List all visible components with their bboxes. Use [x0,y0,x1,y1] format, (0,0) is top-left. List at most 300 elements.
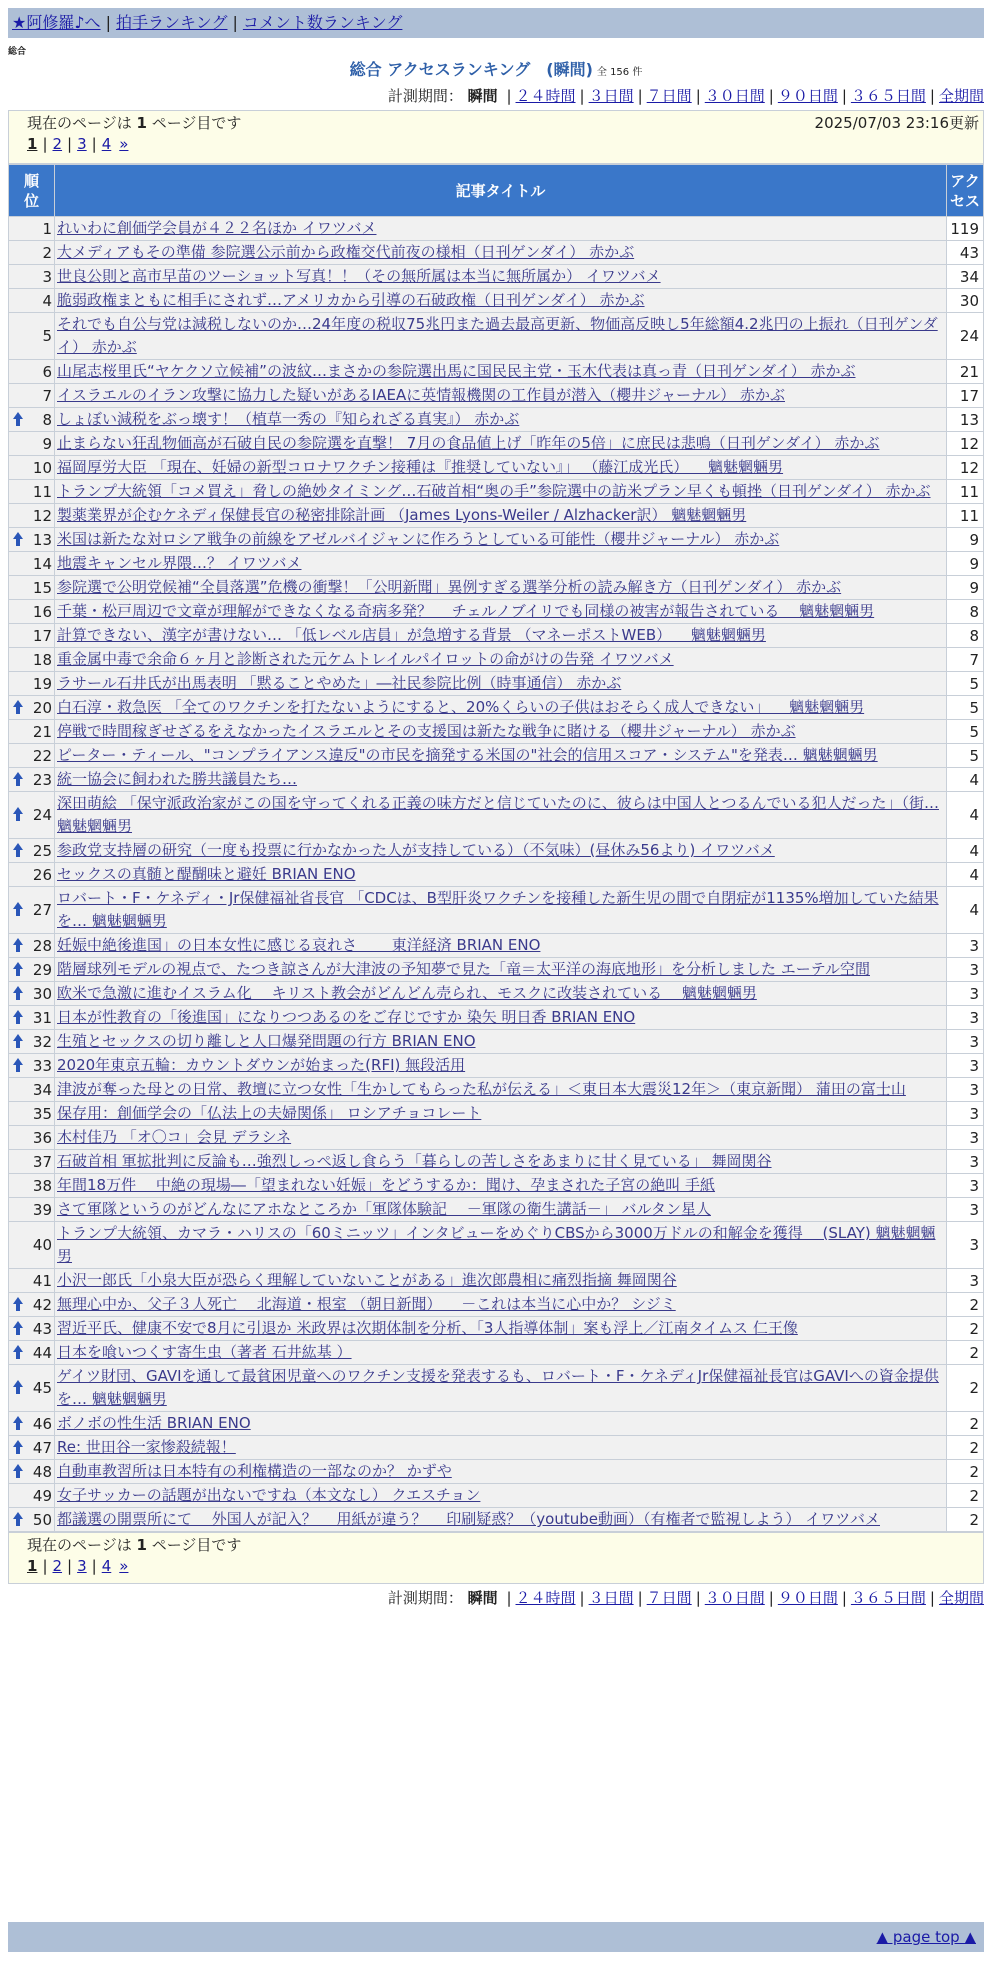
rank-up-arrow-icon [13,1464,23,1480]
rank-cell [9,1126,55,1150]
table-row [9,1174,984,1198]
rank-up-arrow-icon [13,938,23,954]
period-link[interactable]: ２４時間 [515,87,576,105]
article-title-link[interactable]: 止まらない狂乱物価高が石破自民の参院選を直撃！ 7月の食品値上げ「昨年の5倍」に庶民は悲鳴（日刊ゲンダイ） 赤かぶ [57,434,880,452]
rank-number: 41 [32,1271,52,1290]
access-count: 2 [947,1317,984,1341]
article-title-link[interactable]: 山尾志桜里氏“ヤケクソ立候補”の波紋…まさかの参院選出馬に国民民主党・玉木代表は真っ青（日刊ゲンダイ） 赤かぶ [57,362,856,380]
table-row [9,1054,984,1078]
page-top-link[interactable]: ▲ page top ▲ [876,1928,976,1946]
pager-top [8,110,984,164]
article-title-link[interactable]: 都議選の開票所にて 外国人が記入？ 用紙が違う？ 印刷疑惑？（youtube動画）（有権者で監視しよう） イワツバメ [57,1510,880,1528]
table-row [9,1508,984,1532]
rank-cell [9,1102,55,1126]
title-cell [55,1269,947,1293]
rank-cell [9,648,55,672]
period-links [502,87,984,105]
page-separator: | [67,1557,73,1575]
rank-cell [9,1054,55,1078]
rank-number: 48 [32,1462,52,1481]
access-count: 21 [947,360,984,384]
title-cell [55,217,947,241]
table-row [9,720,984,744]
col-access-header [947,165,984,217]
rank-cell [9,792,55,839]
rank-number: 42 [32,1295,52,1314]
title-cell [55,1102,947,1126]
table-row [9,480,984,504]
period-link[interactable]: ３０日間 [704,87,765,105]
rank-number: 5 [42,327,52,345]
table-row [9,982,984,1006]
table-row [9,863,984,887]
breadcrumb: 総合 [8,47,27,57]
access-count: 2 [947,1341,984,1365]
pager-status-post: ページ目です [146,114,242,132]
table-row [9,360,984,384]
table-row [9,1484,984,1508]
table-row [9,1078,984,1102]
comment-ranking-link[interactable]: コメント数ランキング [242,13,403,32]
col-title-header: 記事タイトル [55,165,947,217]
rank-cell [9,480,55,504]
article-title-link[interactable]: 無理心中か、父子３人死亡 北海道・根室 （朝日新聞） －これは本当に心中か？ シジミ [57,1295,676,1313]
period-separator: | [579,1589,585,1607]
title-cell [55,1436,947,1460]
access-count: 3 [947,1269,984,1293]
pager-current-number: 1 [136,114,147,132]
rank-up-arrow-icon [13,772,23,788]
period-link[interactable]: ７日間 [646,87,692,105]
table-row [9,576,984,600]
table-row [9,1269,984,1293]
article-title-link[interactable]: 年間18万件 中絶の現場―「望まれない妊娠」をどうするか：聞け、孕まされた子宮の絶叫 手紙 [57,1176,716,1194]
title-cell [55,1222,947,1269]
table-row [9,1460,984,1484]
pager-status [27,1535,973,1556]
access-count: 3 [947,1078,984,1102]
rank-number: 27 [32,901,52,919]
rank-number: 32 [32,1032,52,1051]
title-cell [55,1484,947,1508]
access-count: 3 [947,958,984,982]
rank-number: 33 [32,1056,52,1075]
article-title-link[interactable]: 階層球列モデルの視点で、たつき諒さんが大津波の予知夢で見た「竜＝太平洋の海底地形」を分析しました エーテル空間 [57,960,870,978]
article-title-link[interactable]: 生殖とセックスの切り離しと人口爆発問題の行方 BRIAN ENO [57,1032,476,1050]
period-separator: | [841,87,847,105]
rank-number: 25 [32,841,52,860]
rank-cell [9,241,55,265]
table-row [9,839,984,863]
access-count: 3 [947,934,984,958]
title-cell [55,289,947,313]
access-count: 5 [947,744,984,768]
article-title-link[interactable]: 深田萌絵 「保守派政治家がこの国を守ってくれる正義の味方だと信じていたのに、彼らは中国人とつるんでいる犯人だった」（街… 魑魅魍魎男 [57,794,939,835]
rank-number: 17 [32,626,52,645]
period-link[interactable]: ３０日間 [704,1589,765,1607]
article-title-link[interactable]: トランプ大統領「コメ買え」脅しの絶妙タイミング…石破首相“奥の手”参院選中の訪米プラン早くも頓挫（日刊ゲンダイ） 赤かぶ [57,482,931,500]
rank-cell [9,1198,55,1222]
access-count: 2 [947,1365,984,1412]
rank-cell [9,1436,55,1460]
rank-number: 39 [32,1200,52,1219]
rank-up-arrow-icon [13,962,23,978]
access-count: 13 [947,408,984,432]
table-row [9,600,984,624]
table-row [9,1222,984,1269]
rank-cell [9,672,55,696]
article-title-link[interactable]: それでも自公与党は減税しないのか…24年度の税収75兆円また過去最高更新、物価高反映し5年総額4.2兆円の上振れ（日刊ゲンダイ） 赤かぶ [57,315,938,356]
article-title-link[interactable]: 石破首相 軍拡批判に反論も…強烈しっぺ返し食らう「暮らしの苦しさをあまりに甘く見ている」 舞岡関谷 [57,1152,772,1170]
title-cell [55,863,947,887]
pager-status-post: ページ目です [146,1536,242,1554]
page-separator: | [67,135,73,153]
period-link[interactable]: ３日間 [588,1589,634,1607]
rank-number: 11 [32,482,52,501]
access-count: 3 [947,982,984,1006]
period-selector-bottom [284,1588,984,1608]
article-title-link[interactable]: ピーター・ティール、"コンプライアンス違反"の市民を摘発する米国の"社会的信用スコア・システム"を発表… 魑魅魍魎男 [57,746,878,764]
period-label: 計測期間： [387,1589,463,1607]
access-count: 11 [947,504,984,528]
table-row [9,217,984,241]
title-cell [55,839,947,863]
title-cell [55,958,947,982]
rank-number: 29 [32,960,52,979]
access-count: 3 [947,1222,984,1269]
period-selector-top [284,86,984,106]
article-title-link[interactable]: 参院選で公明党候補“全員落選”危機の衝撃！「公明新聞」異例すぎる選挙分析の読み解き方（日刊ゲンダイ） 赤かぶ [57,578,842,596]
rank-up-arrow-icon [13,1380,23,1396]
table-row [9,552,984,576]
nav-separator: | [232,13,238,32]
article-title-link[interactable]: 地震キャンセル界隈…？ イワツバメ [57,554,302,572]
page-separator: | [91,135,97,153]
rank-cell [9,1174,55,1198]
table-row [9,1006,984,1030]
article-title-link[interactable]: ラサール石井氏が出馬表明 「黙ることやめた」―社民参院比例（時事通信） 赤かぶ [57,674,622,692]
article-title-link[interactable]: 欧米で急激に進むイスラム化 キリスト教会がどんどん売られ、モスクに改装されている 魑魅魍魎男 [57,984,757,1002]
article-title-link[interactable]: 木村佳乃 「オ〇コ」会見 デラシネ [57,1128,292,1146]
rank-cell [9,1365,55,1412]
title-cell [55,456,947,480]
next-page-link[interactable]: » [119,1557,129,1575]
rank-number: 44 [32,1343,52,1362]
rank-number: 8 [42,410,52,429]
article-title-link[interactable]: 日本を喰いつくす寄生虫（著者 石井紘基 ） [57,1343,352,1361]
period-separator: | [768,1589,774,1607]
article-title-link[interactable]: 大メディアもその準備 参院選公示前から政権交代前夜の様相（日刊ゲンダイ） 赤かぶ [57,243,635,261]
article-title-link[interactable]: トランプ大統領、カマラ・ハリスの「60ミニッツ」インタビューをめぐりCBSから3000万ドルの和解金を獲得 (SLAY) 魑魅魍魎男 [57,1224,936,1265]
rank-up-arrow-icon [13,700,23,716]
rank-cell [9,504,55,528]
table-row [9,241,984,265]
period-link[interactable]: ３６５日間 [850,1589,926,1607]
rank-cell [9,1078,55,1102]
article-title-link[interactable]: 小沢一郎氏「小泉大臣が恐らく理解していないことがある」進次郎農相に痛烈指摘 舞岡関谷 [57,1271,677,1289]
table-row [9,1293,984,1317]
rank-number: 1 [42,219,52,238]
top-nav [8,8,984,38]
page-links [27,134,973,155]
table-row [9,1102,984,1126]
title-cell [55,982,947,1006]
table-row [9,1341,984,1365]
footer-bar [8,1922,984,1952]
col-rank-label: 順位 [23,171,39,210]
rank-up-arrow-icon [13,1345,23,1361]
access-count: 3 [947,1030,984,1054]
col-access-label: アクセス [949,171,980,210]
page-link[interactable]: 4 [101,1557,112,1575]
article-title-link[interactable]: Re: 世田谷一家惨殺続報！ [57,1438,236,1456]
article-title-link[interactable]: ゲイツ財団、GAVIを通して最貧困児童へのワクチン支援を発表するも、ロバート・F・ケネディJr保健福祉長官はGAVIへの資金提供を… 魑魅魍魎男 [57,1367,939,1408]
rank-cell [9,887,55,934]
period-link[interactable]: 全期間 [938,87,984,105]
rank-cell [9,456,55,480]
article-title-link[interactable]: しょぼい減税をぶっ壊す！（植草一秀の『知られざる真実』） 赤かぶ [57,410,520,428]
rank-cell [9,958,55,982]
title-cell [55,934,947,958]
title-cell [55,313,947,360]
access-count: 4 [947,839,984,863]
rank-cell [9,744,55,768]
article-title-link[interactable]: 脆弱政権まともに相手にされず…アメリカから引導の石破政権（日刊ゲンダイ） 赤かぶ [57,291,645,309]
article-title-link[interactable]: 習近平氏、健康不安で8月に引退か 米政界は次期体制を分析、「3人指導体制」案も浮上／江南タイムス 仁王像 [57,1319,798,1337]
rank-number: 26 [32,865,52,884]
access-count: 4 [947,768,984,792]
rank-up-arrow-icon [13,1010,23,1026]
article-title-link[interactable]: セックスの真髄と醍醐味と避妊 BRIAN ENO [57,865,356,883]
article-title-link[interactable]: 停戦で時間稼ぎせざるをえなかったイスラエルとその支援国は新たな戦争に賭ける（櫻井ジャーナル） 赤かぶ [57,722,796,740]
period-link[interactable]: ９０日間 [777,87,838,105]
access-count: 5 [947,672,984,696]
rank-cell [9,1317,55,1341]
applause-ranking-link[interactable]: 拍手ランキング [115,13,228,32]
rank-cell [9,265,55,289]
rank-number: 35 [32,1104,52,1123]
article-title-link[interactable]: イスラエルのイラン攻撃に協力した疑いがあるIAEAに英情報機関の工作員が潜入（櫻井ジャーナル） 赤かぶ [57,386,785,404]
article-title-link[interactable]: 参政党支持層の研究（一度も投票に行かなかった人が支持している）（不気味）(昼休み56より) イワツバメ [57,841,775,859]
rank-cell [9,432,55,456]
article-title-link[interactable]: 製薬業界が企むケネディ保健長官の秘密排除計画 （James Lyons-Weiler / Alzhacker訳） 魑魅魍魎男 [57,506,747,524]
rank-cell [9,768,55,792]
title-cell [55,1365,947,1412]
access-count: 2 [947,1508,984,1532]
updated-timestamp: 2025/07/03 23:16更新 [814,114,979,132]
page-link[interactable]: 3 [77,135,87,153]
table-row [9,934,984,958]
rank-cell [9,1460,55,1484]
rank-number: 4 [42,291,52,310]
table-row [9,384,984,408]
rank-cell [9,1222,55,1269]
article-title-link[interactable]: ボノボの性生活 BRIAN ENO [57,1414,251,1432]
access-count: 7 [947,648,984,672]
rank-number: 40 [32,1236,52,1254]
rank-cell [9,1508,55,1532]
article-title-link[interactable]: ロバート・F・ケネディ・Jr保健福祉省長官 「CDCは、B型肝炎ワクチンを接種した新生児の間で自閉症が1135%増加していた結果を… 魑魅魍魎男 [57,889,939,930]
access-count: 119 [947,217,984,241]
rank-up-arrow-icon [13,1058,23,1074]
access-count: 30 [947,289,984,313]
period-current: 瞬間 [467,1589,498,1607]
table-row [9,1150,984,1174]
period-link[interactable]: ７日間 [646,1589,692,1607]
rank-cell [9,1293,55,1317]
access-count: 24 [947,313,984,360]
rank-number: 22 [32,746,52,765]
access-count: 12 [947,456,984,480]
rank-number: 47 [32,1438,52,1457]
rank-cell [9,289,55,313]
article-title-link[interactable]: 2020年東京五輪：カウントダウンが始まった(RFI) 無段活用 [57,1056,466,1074]
ranking-table [8,164,984,1532]
rank-number: 43 [32,1319,52,1338]
title-cell [55,720,947,744]
next-page-link[interactable]: » [119,135,129,153]
table-row [9,1317,984,1341]
page-separator: | [42,135,48,153]
table-row [9,1365,984,1412]
page-link[interactable]: 4 [101,135,112,153]
access-count: 3 [947,1006,984,1030]
rank-number: 13 [32,530,52,549]
article-title-link[interactable]: 女子サッカーの話題が出ないですね（本文なし） クエスチョン [57,1486,481,1504]
access-count: 34 [947,265,984,289]
title-cell [55,887,947,934]
rank-up-arrow-icon [13,807,23,823]
rank-cell [9,863,55,887]
table-row [9,313,984,360]
article-title-link[interactable]: 米国は新たな対ロシア戦争の前線をアゼルバイジャンに作ろうとしている可能性（櫻井ジャーナル） 赤かぶ [57,530,780,548]
rank-cell [9,576,55,600]
rank-number: 20 [32,698,52,717]
rank-up-arrow-icon [13,1034,23,1050]
title-cell [55,1341,947,1365]
period-links [502,1589,984,1607]
title-cell [55,552,947,576]
article-title-link[interactable]: 日本が性教育の「後進国」になりつつあるのをご存じですか 染矢 明日香 BRIAN ENO [57,1008,636,1026]
rank-cell [9,217,55,241]
rank-number: 46 [32,1414,52,1433]
access-count: 17 [947,384,984,408]
rank-cell [9,934,55,958]
period-link[interactable]: ９０日間 [777,1589,838,1607]
period-separator: | [695,1589,701,1607]
period-link[interactable]: 全期間 [938,1589,984,1607]
period-current: 瞬間 [467,87,498,105]
table-row [9,408,984,432]
page-title [0,60,992,83]
rank-number: 3 [42,267,52,286]
article-title-link[interactable]: 統一協会に飼われた勝共議員たち… [57,770,298,788]
period-link[interactable]: ２４時間 [515,1589,576,1607]
article-title-link[interactable]: 世良公則と高市早苗のツーショット写真！！（その無所属は本当に無所属か） イワツバメ [57,267,661,285]
article-title-link[interactable]: 重金属中毒で余命６ヶ月と診断された元ケムトレイルパイロットの命がけの告発 イワツバメ [57,650,674,668]
table-row [9,1412,984,1436]
rank-up-arrow-icon [13,843,23,859]
access-count: 2 [947,1484,984,1508]
title-cell [55,1030,947,1054]
rank-number: 21 [32,722,52,741]
table-row [9,504,984,528]
period-separator: | [506,87,512,105]
title-cell [55,265,947,289]
title-cell [55,768,947,792]
period-link[interactable]: ３６５日間 [850,87,926,105]
article-title-link[interactable]: れいわに創価学会員が４２２名ほか イワツバメ [57,219,377,237]
rank-up-arrow-icon [13,902,23,918]
rank-up-arrow-icon [13,1297,23,1313]
period-separator: | [929,87,935,105]
article-title-link[interactable]: 自動車教習所は日本特有の利権構造の一部なのか？ かずや [57,1462,452,1480]
access-count: 3 [947,1150,984,1174]
access-count: 4 [947,863,984,887]
title-cell [55,576,947,600]
period-link[interactable]: ３日間 [588,87,634,105]
title-cell [55,1078,947,1102]
home-link[interactable]: ★阿修羅♪へ [12,13,101,32]
page-link[interactable]: 2 [52,135,63,153]
page-separator: | [91,1557,97,1575]
title-cell [55,1126,947,1150]
article-title-link[interactable]: 福岡厚労大臣 「現在、妊婦の新型コロナワクチン接種は『推奨していない』」 （藤江成光氏） 魑魅魍魎男 [57,458,784,476]
rank-cell [9,552,55,576]
title-cell [55,504,947,528]
article-title-link[interactable]: 千葉・松戸周辺で文章が理解ができなくなる奇病多発？ チェルノブイリでも同様の被害が報告されている 魑魅魍魎男 [57,602,875,620]
rank-up-arrow-icon [13,986,23,1002]
article-title-link[interactable]: さて軍隊というのがどんなにアホなところか「軍隊体験記 －軍隊の衛生講話－」 バルタン星人 [57,1200,711,1218]
access-count: 3 [947,1126,984,1150]
article-title-link[interactable]: 津波が奪った母との日常、教壇に立つ女性「生かしてもらった私が伝える」＜東日本大震災12年＞（東京新聞） 蒲田の富士山 [57,1080,906,1098]
access-count: 3 [947,1174,984,1198]
article-title-link[interactable]: 保存用：創価学会の「仏法上の夫婦関係」 ロシアチョコレート [57,1104,482,1122]
page-link[interactable]: 2 [52,1557,63,1575]
rank-number: 7 [42,386,52,405]
table-row [9,265,984,289]
title-cell [55,624,947,648]
title-cell [55,1150,947,1174]
article-title-link[interactable]: 妊娠中絶後進国」の日本女性に感じる哀れさ 東洋経済 BRIAN ENO [57,936,541,954]
title-cell [55,480,947,504]
rank-cell [9,1030,55,1054]
page-separator: | [42,1557,48,1575]
article-title-link[interactable]: 計算できない、漢字が書けない… 「低レベル店員」が急増する背景 （マネーポストWEB） 魑魅魍魎男 [57,626,766,644]
access-count: 2 [947,1412,984,1436]
page-link[interactable]: 3 [77,1557,87,1575]
access-count: 8 [947,624,984,648]
rank-cell [9,408,55,432]
title-cell [55,528,947,552]
rank-number: 37 [32,1152,52,1171]
rank-number: 36 [32,1128,52,1147]
rank-cell [9,1150,55,1174]
table-row [9,744,984,768]
rank-cell [9,360,55,384]
article-title-link[interactable]: 白石淳・救急医 「全てのワクチンを打たないようにすると、20%くらいの子供はおそらく成人できない」 魑魅魍魎男 [57,698,865,716]
title-cell [55,1508,947,1532]
title-cell [55,1412,947,1436]
table-row [9,528,984,552]
access-count: 8 [947,600,984,624]
rank-cell [9,839,55,863]
total-count: 全 156 件 [596,67,643,78]
rank-number: 23 [32,770,52,789]
rank-up-arrow-icon [13,412,23,428]
rank-cell [9,696,55,720]
rank-cell [9,600,55,624]
